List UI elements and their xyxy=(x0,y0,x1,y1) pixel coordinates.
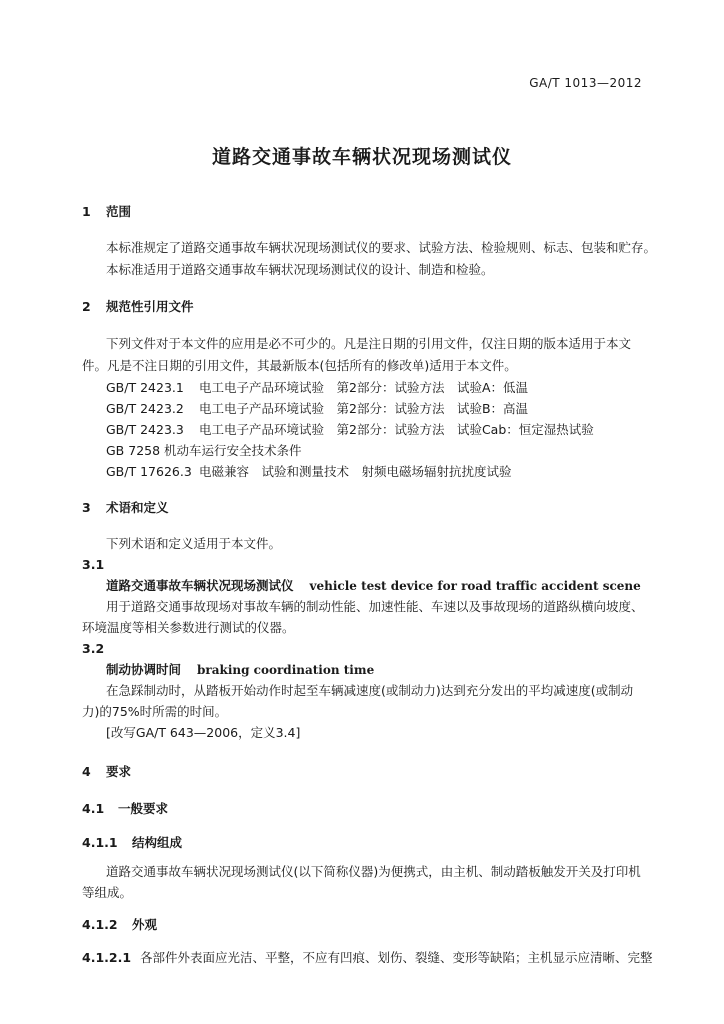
term-3-2-definition-line-2: 力)的75%时所需的时间。 xyxy=(82,704,228,719)
section-4-1-heading: 4.1 一般要求 xyxy=(82,801,169,816)
term-3-2-definition-line-1: 在急踩制动时，从踏板开始动作时起至车辆减速度(或制动力)达到充分发出的平均减速度(或制动 xyxy=(106,683,634,698)
term-3-1-title: 道路交通事故车辆状况现场测试仪 vehicle test device for road traffic accident scene xyxy=(106,578,641,593)
reference-item: GB 7258 机动车运行安全技术条件 xyxy=(106,443,302,458)
section-1-heading: 1 范围 xyxy=(82,204,132,219)
section-2-heading: 2 规范性引用文件 xyxy=(82,299,194,314)
section-4-1-1-paragraph-line-1: 道路交通事故车辆状况现场测试仪(以下简称仪器)为便携式，由主机、制动踏板触发开关及打印机 xyxy=(106,864,641,879)
term-3-2-number: 3.2 xyxy=(82,641,105,656)
section-3-heading: 3 术语和定义 xyxy=(82,500,169,515)
term-3-1-number: 3.1 xyxy=(82,557,105,572)
reference-item: GB/T 2423.2 电工电子产品环境试验 第2部分：试验方法 试验B：高温 xyxy=(106,401,529,416)
section-4-1-2-heading: 4.1.2 外观 xyxy=(82,917,158,932)
term-3-2-source-note: [改写GA/T 643—2006，定义3.4] xyxy=(106,725,301,740)
standard-code: GA/T 1013—2012 xyxy=(529,76,642,90)
section-3-intro: 下列术语和定义适用于本文件。 xyxy=(106,536,282,551)
section-4-heading: 4 要求 xyxy=(82,764,132,779)
term-3-1-definition-line-1: 用于道路交通事故现场对事故车辆的制动性能、加速性能、车速以及事故现场的道路纵横向坡度、 xyxy=(106,599,644,614)
section-4-1-1-paragraph-line-2: 等组成。 xyxy=(82,885,133,900)
section-2-paragraph-line-1: 下列文件对于本文件的应用是必不可少的。凡是注日期的引用文件，仅注日期的版本适用于本文 xyxy=(106,336,632,351)
section-4-1-2-1-text: 4.1.2.1 各部件外表面应光洁、平整，不应有凹痕、划伤、裂缝、变形等缺陷；主机显示应清晰、完整 xyxy=(82,950,653,965)
section-2-paragraph-line-2: 件。凡是不注日期的引用文件，其最新版本(包括所有的修改单)适用于本文件。 xyxy=(82,358,517,373)
reference-item: GB/T 2423.1 电工电子产品环境试验 第2部分：试验方法 试验A：低温 xyxy=(106,380,529,395)
term-3-1-definition-line-2: 环境温度等相关参数进行测试的仪器。 xyxy=(82,620,295,635)
document-title: 道路交通事故车辆状况现场测试仪 xyxy=(211,146,512,168)
reference-item: GB/T 17626.3 电磁兼容 试验和测量技术 射频电磁场辐射抗扰度试验 xyxy=(106,464,512,479)
section-1-paragraph-2: 本标准适用于道路交通事故车辆状况现场测试仪的设计、制造和检验。 xyxy=(106,262,494,277)
reference-item: GB/T 2423.3 电工电子产品环境试验 第2部分：试验方法 试验Cab：恒定湿热试验 xyxy=(106,422,594,437)
section-4-1-1-heading: 4.1.1 结构组成 xyxy=(82,835,183,850)
section-1-paragraph-1: 本标准规定了道路交通事故车辆状况现场测试仪的要求、试验方法、检验规则、标志、包装和贮存。 xyxy=(106,240,657,255)
term-3-2-title: 制动协调时间 braking coordination time xyxy=(106,662,375,677)
